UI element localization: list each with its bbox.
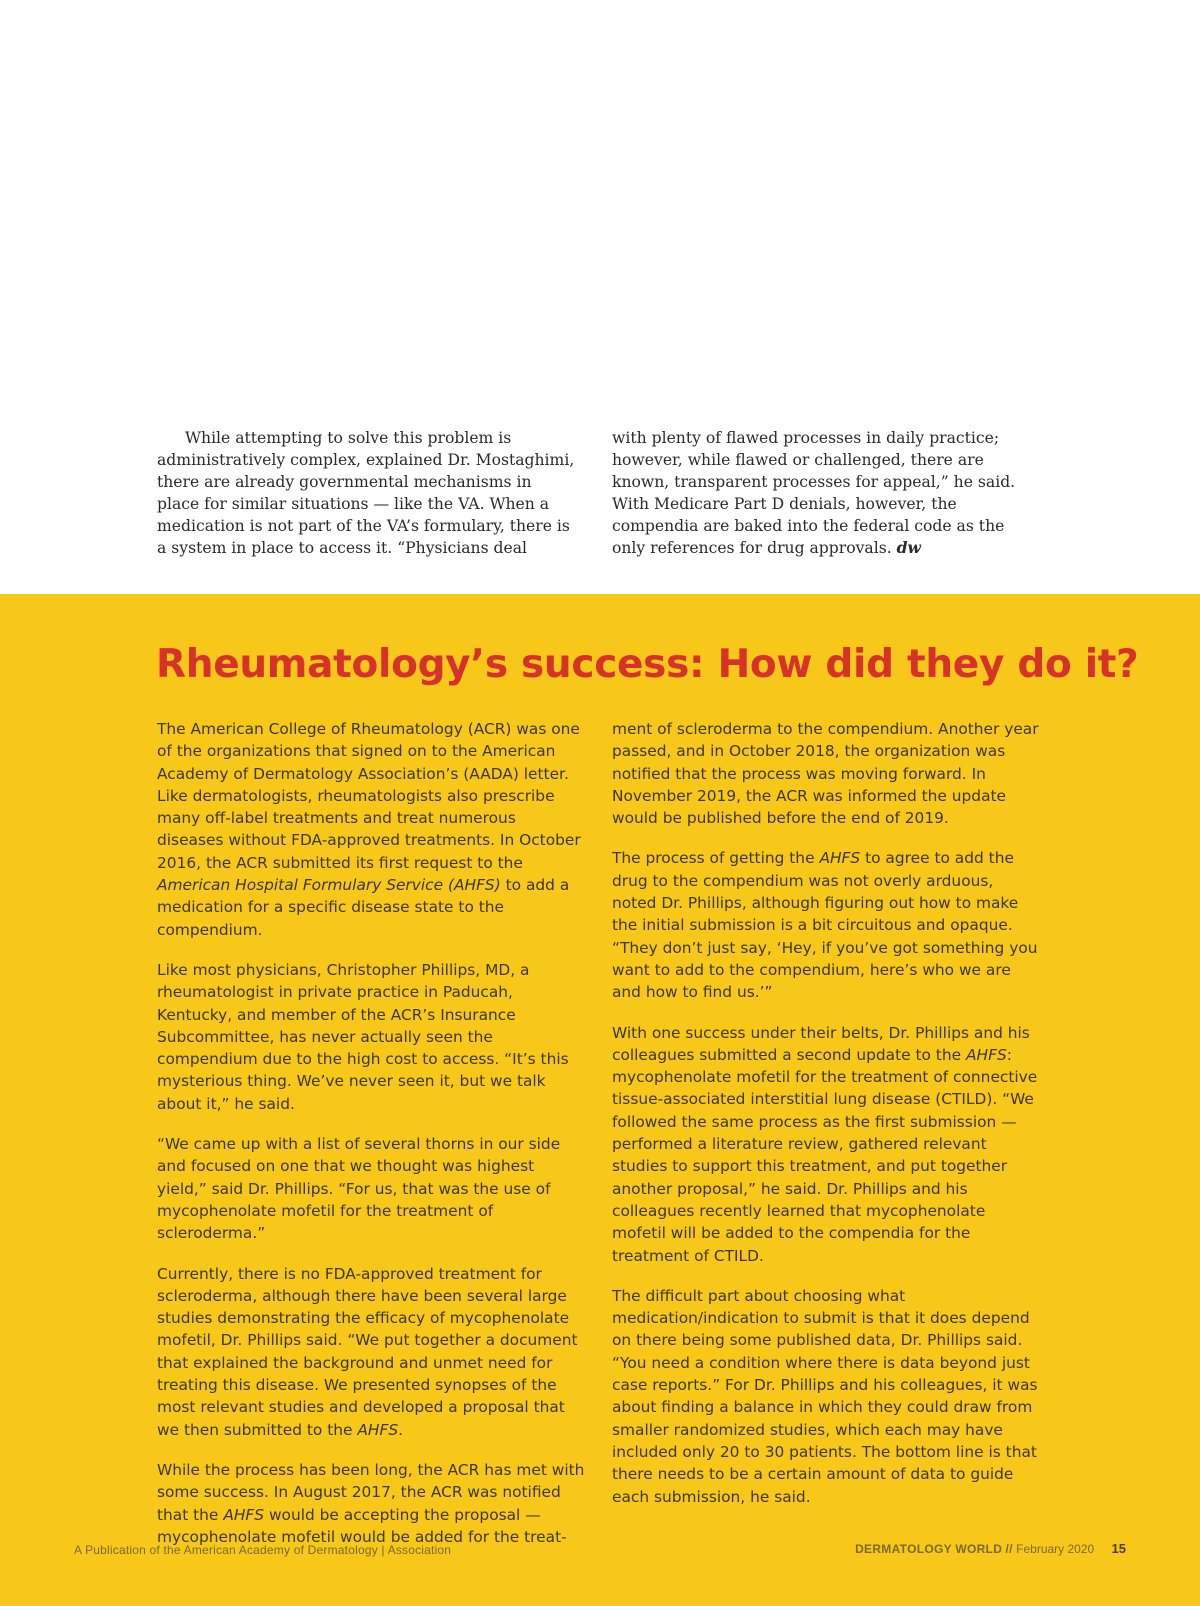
signoff-mark: dw bbox=[896, 538, 921, 557]
footer-date: February 2020 bbox=[1016, 1542, 1095, 1556]
publication-name: AHFS bbox=[965, 1045, 1007, 1064]
footer-folio bbox=[855, 1541, 1126, 1556]
sidebar-paragraph-2: Like most physicians, Christopher Phillips, MD, a rheumatologist in private practice in Paducah, Kentucky, and member of the ACR’s Insurance Subcommittee, has never actually seen the compendium due to the high cost to access. “It’s this mysterious thing. We’ve never seen it, but we talk about it,” he said. bbox=[157, 960, 569, 1113]
text-run: to agree to add the drug to the compendium was not overly arduous, noted Dr. Phillips, although figuring out how to make the initial submission is a bit circuitous and opaque. “They don’t just say, ‘Hey, if you’ve got something you want to add to the compendium, here’s who we are and how to find us.’” bbox=[612, 849, 1038, 1002]
main-article-paragraph: While attempting to solve this problem is administratively complex, explained Dr. Mostaghimi, there are already governmental mechanisms in place for similar situations — like the VA. When a medication is not part of the VA’s formulary, there is a system in place to access it. “Physicians deal bbox=[157, 429, 575, 557]
text-run: With one success under their belts, Dr. Phillips and his colleagues submitted a second update to the bbox=[612, 1023, 1030, 1064]
page-number: 15 bbox=[1111, 1541, 1126, 1556]
footer-publication: A Publication of the American Academy of Dermatology | Association bbox=[74, 1543, 452, 1557]
text-run: While the process has been long, the ACR has met with some success. In August 2017, the ACR was notified that the bbox=[157, 1460, 585, 1524]
publication-name: AHFS bbox=[357, 1420, 399, 1439]
text-run: Currently, there is no FDA-approved treatment for scleroderma, although there have been several large studies demonstrating the efficacy of mycophenolate mofetil, Dr. Phillips said. “We put together a document that explained the background and unmet need for treating this disease. We presented synopses of the most relevant studies and developed a proposal that we then submitted to the bbox=[157, 1264, 578, 1439]
sidebar-headline: Rheumatology’s success: How did they do it? bbox=[156, 642, 1139, 687]
main-article-column-left bbox=[157, 427, 575, 559]
main-article-column-right bbox=[612, 427, 1042, 559]
footer-separator: // bbox=[1005, 1542, 1013, 1556]
text-run: The process of getting the bbox=[612, 849, 815, 868]
footer-brand: DERMATOLOGY WORLD bbox=[855, 1542, 1003, 1556]
sidebar-column-left bbox=[157, 718, 587, 1566]
text-run: to add a medication for a specific disease state to the compendium. bbox=[157, 876, 570, 939]
sidebar-paragraph-6: ment of scleroderma to the compendium. Another year passed, and in October 2018, the organization was notified that the process was moving forward. In November 2019, the ACR was informed the update would be published before the end of 2019. bbox=[612, 720, 1039, 828]
sidebar-column-right bbox=[612, 718, 1042, 1526]
sidebar-paragraph-3: “We came up with a list of several thorns in our side and focused on one that we thought was highest yield,” said Dr. Phillips. “For us, that was the use of mycophenolate mofetil for the treatment of scleroderma.” bbox=[157, 1135, 561, 1243]
sidebar-paragraph-5 bbox=[157, 1459, 587, 1548]
publication-name: American Hospital Formulary Service (AHFS) bbox=[157, 876, 501, 895]
publication-name: AHFS bbox=[223, 1505, 265, 1524]
text-run: . bbox=[398, 1420, 404, 1439]
main-article-text: with plenty of flawed processes in daily practice; however, while flawed or challenged, there are known, transparent processes for appeal,” he said. With Medicare Part D denials, however, the compendia are baked into the federal code as the only references for drug approvals. bbox=[612, 429, 1016, 557]
sidebar-paragraph-4 bbox=[157, 1263, 587, 1441]
sidebar-paragraph-7 bbox=[612, 847, 1042, 1003]
sidebar-paragraph-9: The difficult part about choosing what medication/indication to submit is that it does depend on there being some published data, Dr. Phillips said. “You need a condition where there is data beyond just case reports.” For Dr. Phillips and his colleagues, it was about finding a balance in which they could draw from smaller randomized studies, which each may have included only 20 to 30 patients. The bottom line is that there needs to be a certain amount of data to guide each submission, he said. bbox=[612, 1286, 1038, 1506]
text-run: would be accepting the proposal — mycophenolate mofetil would be added for the treat- bbox=[157, 1505, 567, 1546]
text-run: : mycophenolate mofetil for the treatment of connective tissue-associated interstitial lung disease (CTILD). “We followed the same process as the first submission — performed a literature review, gathered relevant studies to support this treatment, and put together another proposal,” he said. Dr. Phillips and his colleagues recently learned that mycophenolate mofetil will be added to the compendia for the treatment of CTILD. bbox=[612, 1045, 1038, 1265]
publication-name: AHFS bbox=[819, 849, 861, 868]
main-article-paragraph-end bbox=[612, 427, 1042, 559]
sidebar-paragraph-1 bbox=[157, 718, 587, 941]
sidebar-paragraph-8 bbox=[612, 1022, 1042, 1267]
text-run: The American College of Rheumatology (ACR) was one of the organizations that signed on to the American Academy of Dermatology Association’s (AADA) letter. Like dermatologists, rheumatologists also prescribe many off-label treatments and treat numerous diseases without FDA-approved treatments. In October 2016, the ACR submitted its first request to the bbox=[157, 720, 581, 872]
